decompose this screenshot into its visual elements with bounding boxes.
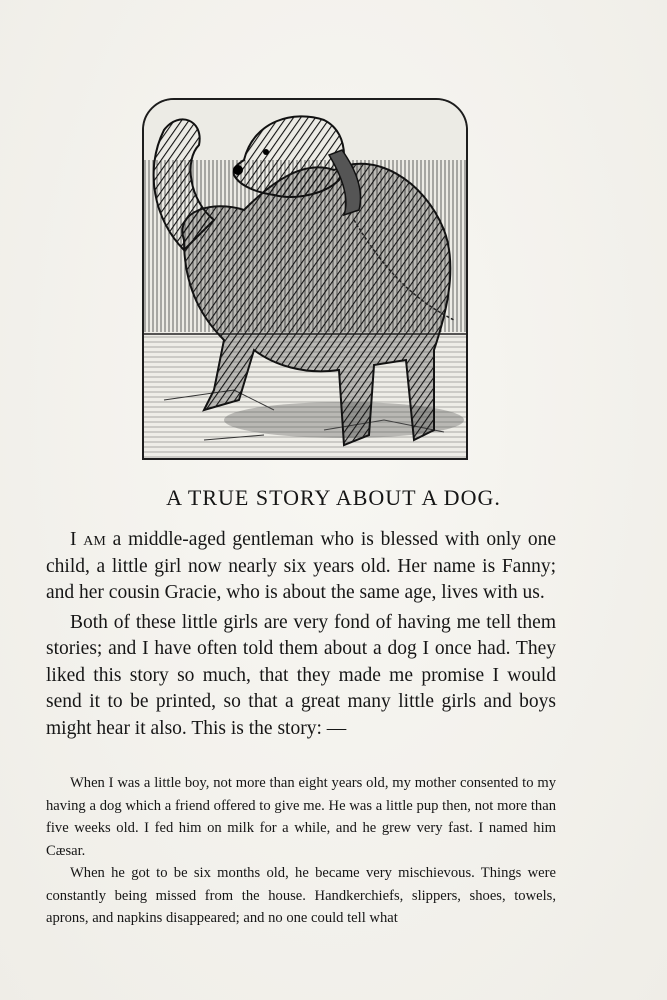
dog-engraving-svg bbox=[144, 100, 466, 458]
intro-paragraph-2: Both of these little girls are very fond of having me tell them stories; and I have often told them about a dog I once had. They liked this story so much, that they made me promise I would send it to be printed, so that a great many little girls and boys might hear it also. This is the story: — bbox=[46, 611, 556, 739]
intro-text bbox=[46, 527, 556, 742]
story-title: A TRUE STORY ABOUT A DOG. bbox=[166, 485, 501, 510]
story-paragraph-1: When I was a little boy, not more than eight years old, my mother consented to my having a dog which a friend offered to give me. He was a little pup then, not more than five weeks old. I fed him on milk for a while, and he grew very fast. I named him Cæsar. bbox=[46, 775, 556, 859]
story-paragraph-2: When he got to be six months old, he became very mischievous. Things were constantly being missed from the house. Handkerchiefs, slippers, shoes, towels, aprons, and napkins disappeared; and no one could tell what bbox=[46, 865, 556, 926]
intro-lead-words: I am bbox=[70, 529, 106, 550]
intro-paragraph-1 bbox=[46, 527, 556, 607]
intro-paragraph-1-rest: a middle-aged gentleman who is blessed with only one child, a little girl now nearly six years old. Her name is Fanny; and her cousin Gracie, who is about the same age, lives with us. bbox=[46, 529, 556, 603]
dog-engraving-illustration bbox=[142, 98, 468, 460]
story-text bbox=[46, 772, 556, 930]
